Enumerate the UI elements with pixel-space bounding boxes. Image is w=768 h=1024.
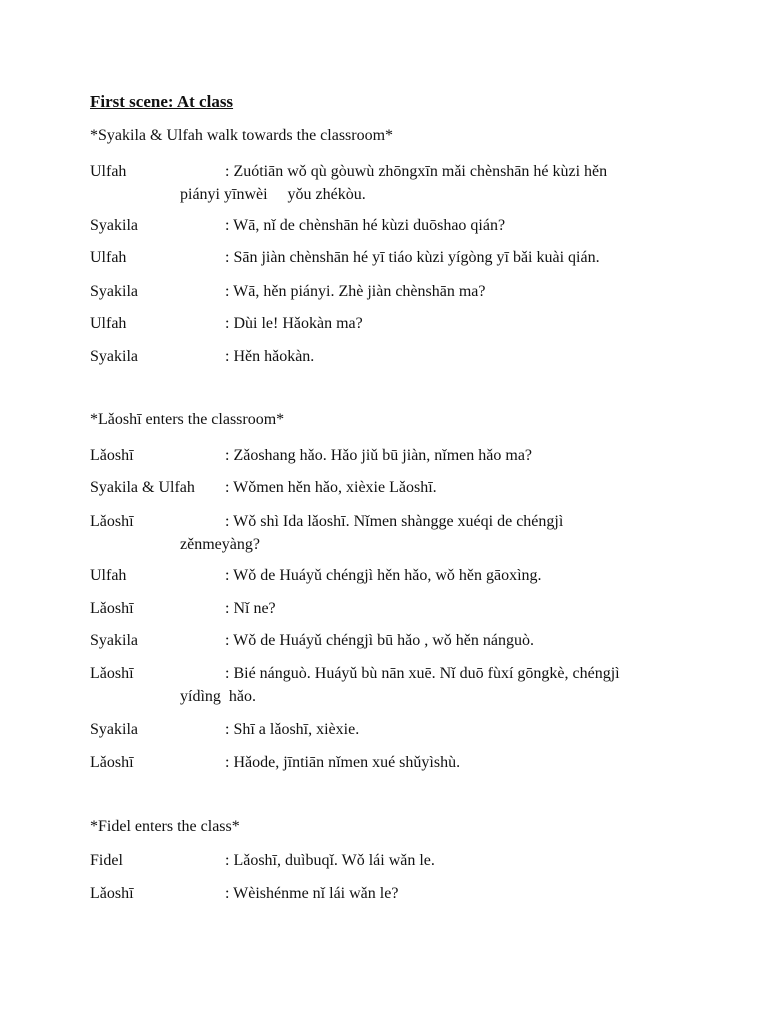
dialogue-text: : Hǎode, jīntiān nǐmen xué shǔyìshù. [225,754,461,771]
dialogue-text: : Wèishénme nǐ lái wǎn le? [225,885,399,902]
stage-direction: *Lǎoshī enters the classroom* [90,411,285,428]
speaker-name: Syakila [90,721,138,738]
dialogue-text: : Hěn hǎokàn. [225,348,315,365]
stage-direction: *Syakila & Ulfah walk towards the classroom* [90,127,394,144]
speaker-name: Lǎoshī [90,447,134,464]
speaker-name: Syakila [90,348,138,365]
speaker-name: Syakila & Ulfah [90,479,195,496]
dialogue-text: : Dùi le! Hǎokàn ma? [225,315,363,332]
dialogue-text: : Zǎoshang hǎo. Hǎo jiǔ bū jiàn, nǐmen hǎo ma? [225,447,533,464]
speaker-name: Ulfah [90,249,127,266]
stage-direction: *Fidel enters the class* [90,818,240,835]
speaker-name: Lǎoshī [90,600,134,617]
speaker-name: Ulfah [90,315,127,332]
dialogue-continuation: zěnmeyàng? [180,536,260,553]
dialogue-text: : Wǒ de Huáyǔ chéngjì bū hǎo , wǒ hěn nánguò. [225,632,534,649]
dialogue-text: : Zuótiān wǒ qù gòuwù zhōngxīn mǎi chènshān hé kùzi hěn [225,163,608,180]
speaker-name: Syakila [90,632,138,649]
dialogue-continuation: yídìng hǎo. [180,688,256,705]
speaker-name: Lǎoshī [90,885,134,902]
dialogue-text: : Lǎoshī, duìbuqǐ. Wǒ lái wǎn le. [225,852,435,869]
speaker-name: Syakila [90,283,138,300]
dialogue-text: : Wā, hěn piányi. Zhè jiàn chènshān ma? [225,283,486,300]
speaker-name: Lǎoshī [90,754,134,771]
dialogue-text: : Bié nánguò. Huáyǔ bù nān xuē. Nǐ duō fùxí gōngkè, chéngjì [225,665,620,682]
speaker-name: Syakila [90,217,138,234]
dialogue-text: : Wǒmen hěn hǎo, xièxie Lǎoshī. [225,479,437,496]
speaker-name: Ulfah [90,163,127,180]
dialogue-text: : Wā, nǐ de chènshān hé kùzi duōshao qián? [225,217,506,234]
dialogue-text: : Wǒ shì Ida lǎoshī. Nǐmen shàngge xuéqi de chéngjì [225,513,564,530]
speaker-name: Ulfah [90,567,127,584]
dialogue-text: : Wǒ de Huáyǔ chéngjì hěn hǎo, wǒ hěn gāoxìng. [225,567,542,584]
dialogue-text: : Sān jiàn chènshān hé yī tiáo kùzi yígòng yī bǎi kuài qián. [225,249,600,266]
speaker-name: Lǎoshī [90,513,134,530]
speaker-name: Fidel [90,852,123,869]
dialogue-text: : Shī a lǎoshī, xièxie. [225,721,360,738]
speaker-name: Lǎoshī [90,665,134,682]
dialogue-continuation: piányi yīnwèi yǒu zhékòu. [180,186,366,203]
dialogue-text: : Nǐ ne? [225,600,276,617]
scene-heading: First scene: At class [90,92,234,111]
